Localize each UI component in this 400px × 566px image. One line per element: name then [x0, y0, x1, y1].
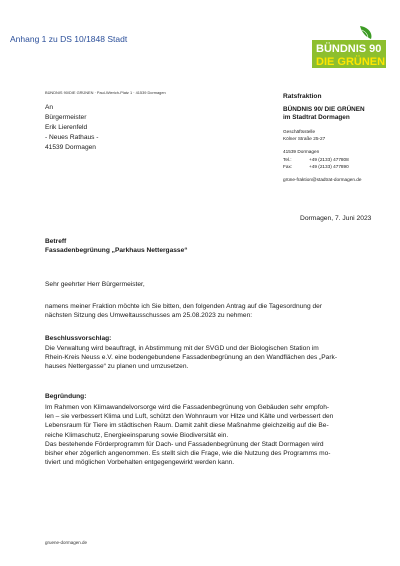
fax-row — [283, 163, 393, 171]
text-line: Rhein-Kreis Neuss e.V. eine bodengebundene Fassadenbegrünung an den Wandflächen des „Park- — [45, 354, 338, 362]
text-line: len – sie verbessert Klima und Luft, schützt den Wohnraum vor Hitze und Kälte und verbessert den — [45, 413, 334, 421]
begruendung-heading: Begründung: — [45, 393, 87, 400]
address-line: - Neues Rathaus - — [45, 134, 99, 141]
ratsfraktion-title: Ratsfraktion — [283, 93, 322, 100]
office-label: Geschäftsstelle — [283, 128, 316, 134]
text-line: Im Rahmen von Klimawandelvorsorge wird die Fassadenbegrünung von Gebäuden sehr empfoh- — [45, 404, 330, 411]
text-line: tiviert und möglichen Vorbehalten entgegengewirkt werden kann. — [45, 459, 235, 467]
beschluss-paragraph — [45, 344, 365, 372]
address-line: Erik Lierenfeld — [45, 124, 88, 131]
betreff-label: Betreff — [45, 238, 67, 245]
tel-row — [283, 156, 393, 164]
footer-website[interactable]: gruene-dormagen.de — [45, 540, 88, 545]
tel-value: +49 (2133) 477808 — [309, 156, 349, 162]
sender-line: BÜNDNIS 90/DIE GRÜNEN · Paul-Wierich-Platz 1 · 41539 Dormagen — [45, 90, 166, 95]
document-stamp: Anhang 1 zu DS 10/1848 Stadt — [10, 34, 128, 44]
salutation: Sehr geehrter Herr Bürgermeister, — [45, 281, 145, 288]
fraktion-name-1: BÜNDNIS 90/ DIE GRÜNEN — [283, 106, 365, 113]
begruendung-paragraph — [45, 403, 365, 467]
address-line: Bürgermeister — [45, 114, 87, 121]
tel-label: Tel.: — [283, 156, 292, 162]
text-line: reiche Klimaschutz, Energieeinsparung sowie Biodiversität ein. — [45, 431, 229, 439]
text-line: Lebensraum für Tiere im städtischen Raum. Damit zahlt diese Maßnahme gleichzeitig auf die Be- — [45, 422, 329, 430]
text-line: namens meiner Fraktion möchte ich Sie bitten, den folgenden Antrag auf die Tagesordnung der — [45, 303, 322, 310]
fax-value: +49 (2133) 477890 — [309, 164, 349, 170]
letter-date: Dormagen, 7. Juni 2023 — [300, 215, 372, 222]
recipient-address — [45, 103, 99, 153]
text-line: bisher eher zögerlich angenommen. Es stellt sich die Frage, wie die Nutzung des Programms mo- — [45, 450, 331, 458]
text-line: nächsten Sitzung des Umweltausschusses am 25.08.2023 zu nehmen: — [45, 312, 253, 320]
address-line: 41539 Dormagen — [45, 144, 96, 151]
beschluss-heading: Beschlussvorschlag: — [45, 335, 112, 342]
sunflower-icon — [360, 26, 371, 39]
office-street: Kölner Straße 25-27 — [283, 136, 326, 142]
logo-line-1: BÜNDNIS 90 — [316, 43, 382, 55]
text-line: hauses Nettergasse“ zu planen und umzusetzen. — [45, 363, 189, 371]
text-line: Die Verwaltung wird beauftragt, in Abstimmung mit der SVGD und der Biologischen Station im — [45, 345, 319, 352]
email-link[interactable]: grüne-fraktion@stadtrat-dormagen.de — [283, 176, 362, 182]
fraktion-name-2: im Stadtrat Dormagen — [283, 114, 350, 122]
party-logo — [302, 24, 386, 68]
text-line: Das bestehende Förderprogramm für Dach- und Fassadenbegrünung der Stadt Dormagen wird — [45, 440, 324, 448]
betreff-text: Fassadenbegrünung „Parkhaus Nettergasse“ — [45, 247, 188, 254]
intro-paragraph — [45, 302, 365, 320]
ratsfraktion-block — [283, 92, 393, 183]
office-city: 41539 Dormagen — [283, 149, 320, 154]
fax-label: Fax: — [283, 164, 293, 170]
address-line: An — [45, 104, 54, 111]
logo-line-2: DIE GRÜNEN — [316, 56, 386, 68]
